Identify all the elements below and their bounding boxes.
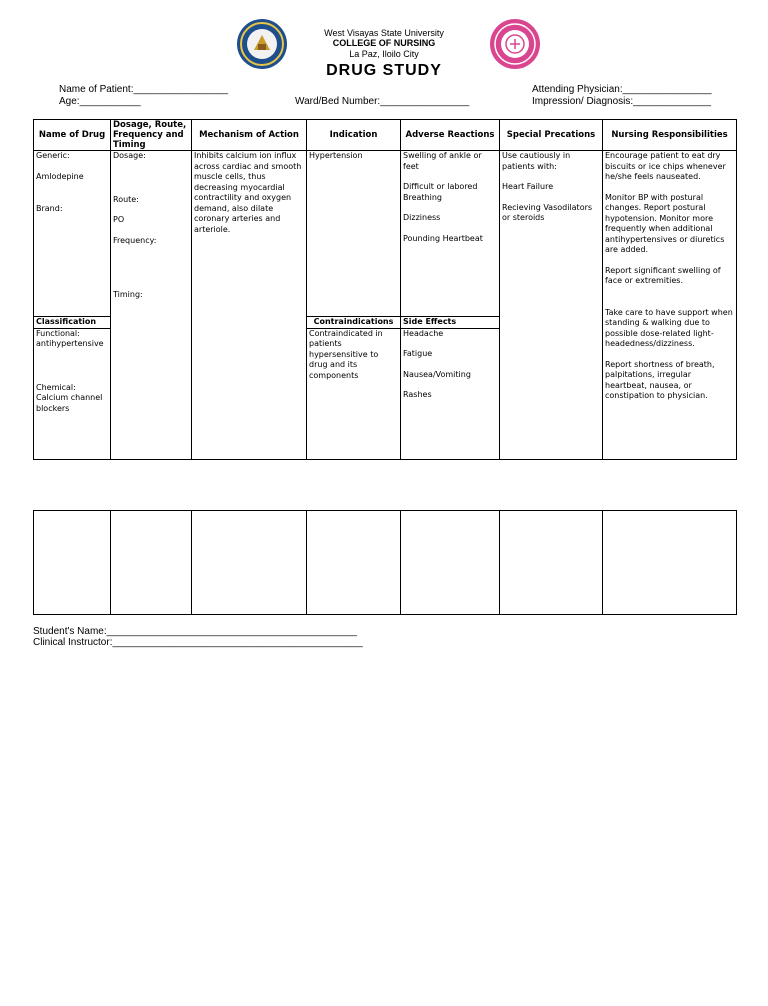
contraindications-cell [307,317,401,460]
dosage-label: Dosage: [113,151,146,160]
drug-name-cell [34,151,111,317]
indication-text: Hypertension [309,151,363,160]
mechanism-cell: Inhibits calcium ion influx across cardiac and smooth muscle cells, thus decreasing myocardial contractility and oxygen demand, also dilate coronary arteries and arteriole. [192,151,307,460]
functional-class: Functional: antihypertensive [36,328,104,348]
contraindications-text: Contraindicated in patients hypersensitive to drug and its components [309,328,383,380]
col-header-indication: Indication [307,120,401,151]
blank-cell[interactable] [401,511,500,615]
attending-physician-field[interactable]: Attending Physician:________________ [532,84,712,95]
col-header-adverse: Adverse Reactions [401,120,500,151]
adverse-item: Difficult or labored Breathing [403,182,478,202]
nursing-item: Report shortness of breath, palpitations, irregular heartbeat, nausea, or constipation to physician. [605,359,715,400]
nursing-item: Take care to have support when standing & walking due to possible dose-related light-headedness/dizziness. [605,307,733,348]
blank-drug-table [33,510,737,615]
blank-cell[interactable] [192,511,307,615]
route-label: Route: [113,194,139,204]
university-name: West Visayas State University [324,28,444,38]
side-effect-item: Headache [403,328,444,338]
col-header-mechanism: Mechanism of Action [192,120,307,151]
contraindications-label: Contraindications [307,317,400,329]
college-location: La Paz, Iloilo City [349,49,419,59]
ward-bed-field[interactable]: Ward/Bed Number:________________ [295,96,470,107]
side-effects-label: Side Effects [401,317,499,329]
student-name-field[interactable]: Student's Name:_____________________________________________ [33,626,357,637]
col-header-drug: Name of Drug [34,120,111,151]
adverse-item: Pounding Heartbeat [403,233,483,243]
drug-study-table [33,119,737,460]
route-value: PO [113,215,125,224]
classification-cell [34,317,111,460]
patient-name-field[interactable]: Name of Patient:_________________ [59,84,229,95]
blank-cell[interactable] [111,511,192,615]
side-effects-cell [401,317,500,460]
blank-cell[interactable] [603,511,737,615]
side-effect-item: Rashes [403,390,432,399]
precautions-cell [500,151,603,460]
brand-label: Brand: [36,204,63,213]
side-effect-item: Nausea/Vomiting [403,369,471,379]
college-name: COLLEGE OF NURSING [332,38,436,48]
col-header-precautions: Special Precations [500,120,603,151]
impression-diagnosis-field[interactable]: Impression/ Diagnosis:______________ [532,96,712,107]
generic-label: Generic: [36,151,70,160]
nursing-responsibilities-cell [603,151,737,460]
blank-cell[interactable] [500,511,603,615]
indication-cell [307,151,401,317]
side-effect-item: Fatigue [403,349,433,358]
col-header-dosage: Dosage, Route, Frequency and Timing [111,120,192,151]
adverse-item: Dizziness [403,213,441,222]
nursing-item: Monitor BP with postural changes. Report postural hypotension. Monitor more frequently when additional antihypertensives or diuretics are added. [605,192,725,254]
chemical-class: Chemical: Calcium channel blockers [36,382,103,413]
blank-cell[interactable] [34,511,111,615]
col-header-nursing: Nursing Responsibilities [603,120,737,151]
clinical-instructor-field[interactable]: Clinical Instructor:_____________________________________________ [33,637,363,648]
precaution-item: Heart Failure [502,182,554,191]
precautions-intro: Use cautiously in patients with: [502,151,571,171]
adverse-item: Swelling of ankle or feet [403,151,482,171]
generic-name: Amlodepine [36,171,84,181]
patient-age-field[interactable]: Age:___________ [59,96,141,107]
dosage-cell [111,151,192,460]
adverse-reactions-cell [401,151,500,317]
blank-cell[interactable] [307,511,401,615]
timing-label: Timing: [113,290,143,299]
classification-label: Classification [34,317,110,329]
nursing-item: Report significant swelling of face or extremities. [605,265,721,285]
precaution-item: Recieving Vasodilators or steroids [502,202,593,222]
page-title: DRUG STUDY [326,62,442,79]
nursing-item: Encourage patient to eat dry biscuits or ice chips whenever he/she feels nauseated. [605,151,726,181]
frequency-label: Frequency: [113,235,157,245]
